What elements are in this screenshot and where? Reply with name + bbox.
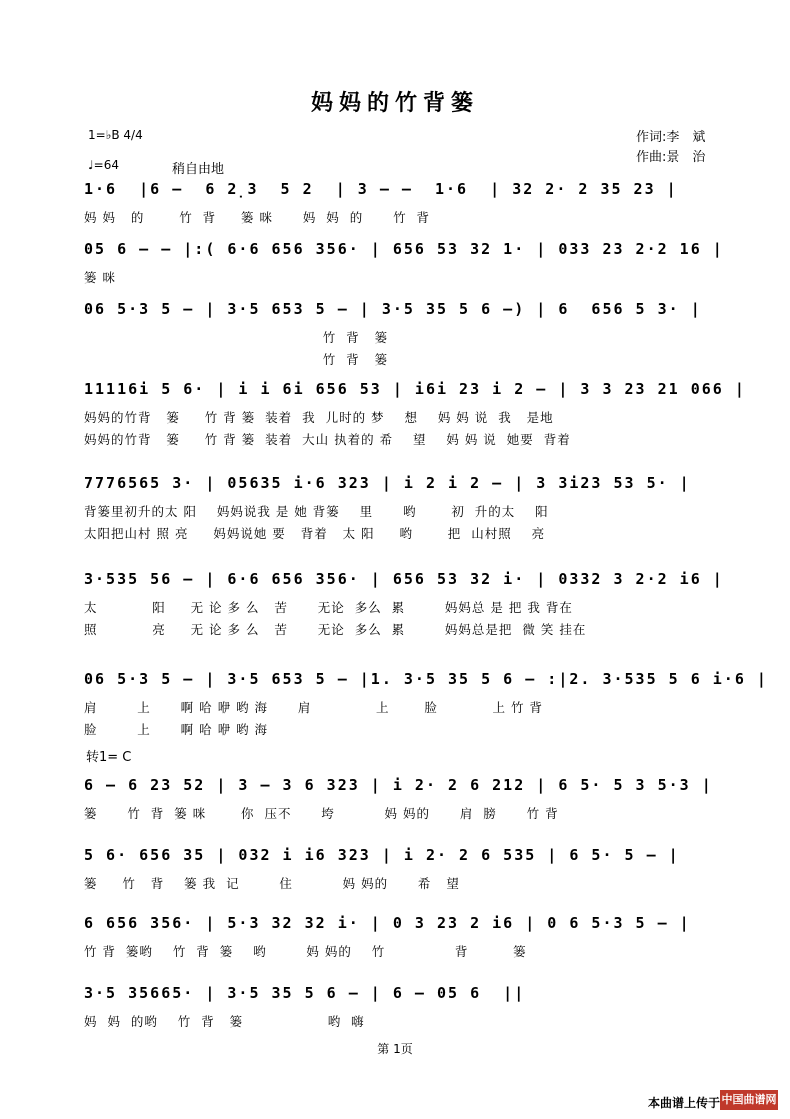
notation-line: 5 6· 656 35 | 032 i i6 323 | i 2· 2 6 535 | 6 5· 5 — | bbox=[84, 846, 680, 864]
lyric-line-2: 竹 背 篓 bbox=[84, 352, 389, 367]
expression-mark: 稍自由地 bbox=[172, 162, 225, 177]
notation-line: 6 — 6 23 52 | 3 — 3 6 323 | i 2· 2 6 212 | 6 5· 5 3 5·3 | bbox=[84, 776, 713, 794]
lyricist: 作词:李 斌 bbox=[636, 130, 706, 145]
lyric-line-1: 竹 背 篓哟 竹 背 篓 哟 妈 妈的 竹 背 篓 bbox=[84, 944, 527, 959]
notation-line: 7776565 3· | 05635 i·6 323 | i 2 i 2 — | 3 3i23 53 5· | bbox=[84, 474, 691, 492]
credits bbox=[636, 128, 705, 168]
notation-line: 06 5·3 5 — | 3·5 653 5 — |1. 3·5 35 5 6 — :|2. 3·535 5 6 i·6 | bbox=[84, 670, 768, 688]
key-signature: 1=♭B 4/4 bbox=[88, 128, 143, 142]
notation-line: 6 656 356· | 5·3 32 32 i· | 0 3 23 2 i6 | 0 6 5·3 5 — | bbox=[84, 914, 691, 932]
lyric-line-2: 太阳把山村 照 亮 妈妈说她 要 背着 太 阳 哟 把 山村照 亮 bbox=[84, 526, 546, 541]
lyric-line-1: 背篓里初升的太 阳 妈妈说我 是 她 背篓 里 哟 初 升的太 阳 bbox=[84, 504, 549, 519]
modulation-mark: 转1= C bbox=[86, 750, 132, 765]
notation-line: 3·5 35665· | 3·5 35 5 6 — | 6 — 05 6 || bbox=[84, 984, 526, 1002]
notation-line: 11116i 5 6· | i i 6i 656 53 | i6i 23 i 2 — | 3 3 23 21 066 | bbox=[84, 380, 746, 398]
site-logo: 中国曲谱网 bbox=[720, 1090, 778, 1110]
lyric-line-1: 肩 上 啊 哈 咿 哟 海 肩 上 脸 上 竹 背 bbox=[84, 700, 543, 715]
page-number: 第 1页 bbox=[377, 1042, 413, 1056]
lyric-line-1: 篓 竹 背 篓 咪 你 压不 垮 妈 妈的 肩 膀 竹 背 bbox=[84, 806, 559, 821]
lyric-line-1: 篓 竹 背 篓 我 记 住 妈 妈的 希 望 bbox=[84, 876, 460, 891]
notation-line: 3·535 56 — | 6·6 656 356· | 656 53 32 i· | 0332 3 2·2 i6 | bbox=[84, 570, 724, 588]
lyric-line-1: 妈 妈 的哟 竹 背 篓 哟 嗨 bbox=[84, 1014, 365, 1029]
lyric-line-2: 照 亮 无 论 多 么 苦 无论 多么 累 妈妈总是把 微 笑 挂在 bbox=[84, 622, 587, 637]
song-title: 妈妈的竹背篓 bbox=[310, 91, 479, 116]
lyric-line-1: 妈 妈 的 竹 背 篓 咪 妈 妈 的 竹 背 bbox=[84, 210, 431, 225]
notation-line: 1·6 |6 — 6 2̣3 5 2 | 3 — — 1·6 | 32 2· 2 35 23 | bbox=[84, 180, 678, 198]
upload-text: 本曲谱上传于 bbox=[647, 1096, 720, 1110]
notation-line: 05 6 — — |:( 6·6 656 356· | 656 53 32 1· | 033 23 2·2 16 | bbox=[84, 240, 724, 258]
composer: 作曲:景 治 bbox=[636, 150, 706, 165]
tempo-mark: ♩=64 bbox=[88, 158, 119, 172]
lyric-line-1: 竹 背 篓 bbox=[84, 330, 389, 345]
lyric-line-2: 妈妈的竹背 篓 竹 背 篓 装着 大山 执着的 希 望 妈 妈 说 她要 背着 bbox=[84, 432, 571, 447]
lyric-line-1: 篓 咪 bbox=[84, 270, 116, 285]
lyric-line-1: 太 阳 无 论 多 么 苦 无论 多么 累 妈妈总 是 把 我 背在 bbox=[84, 600, 573, 615]
lyric-line-2: 脸 上 啊 哈 咿 哟 海 bbox=[84, 722, 269, 737]
notation-line: 06 5·3 5 — | 3·5 653 5 — | 3·5 35 5 6 —) | 6 656 5 3· | bbox=[84, 300, 702, 318]
lyric-line-1: 妈妈的竹背 篓 竹 背 篓 装着 我 儿时的 梦 想 妈 妈 说 我 是地 bbox=[84, 410, 554, 425]
